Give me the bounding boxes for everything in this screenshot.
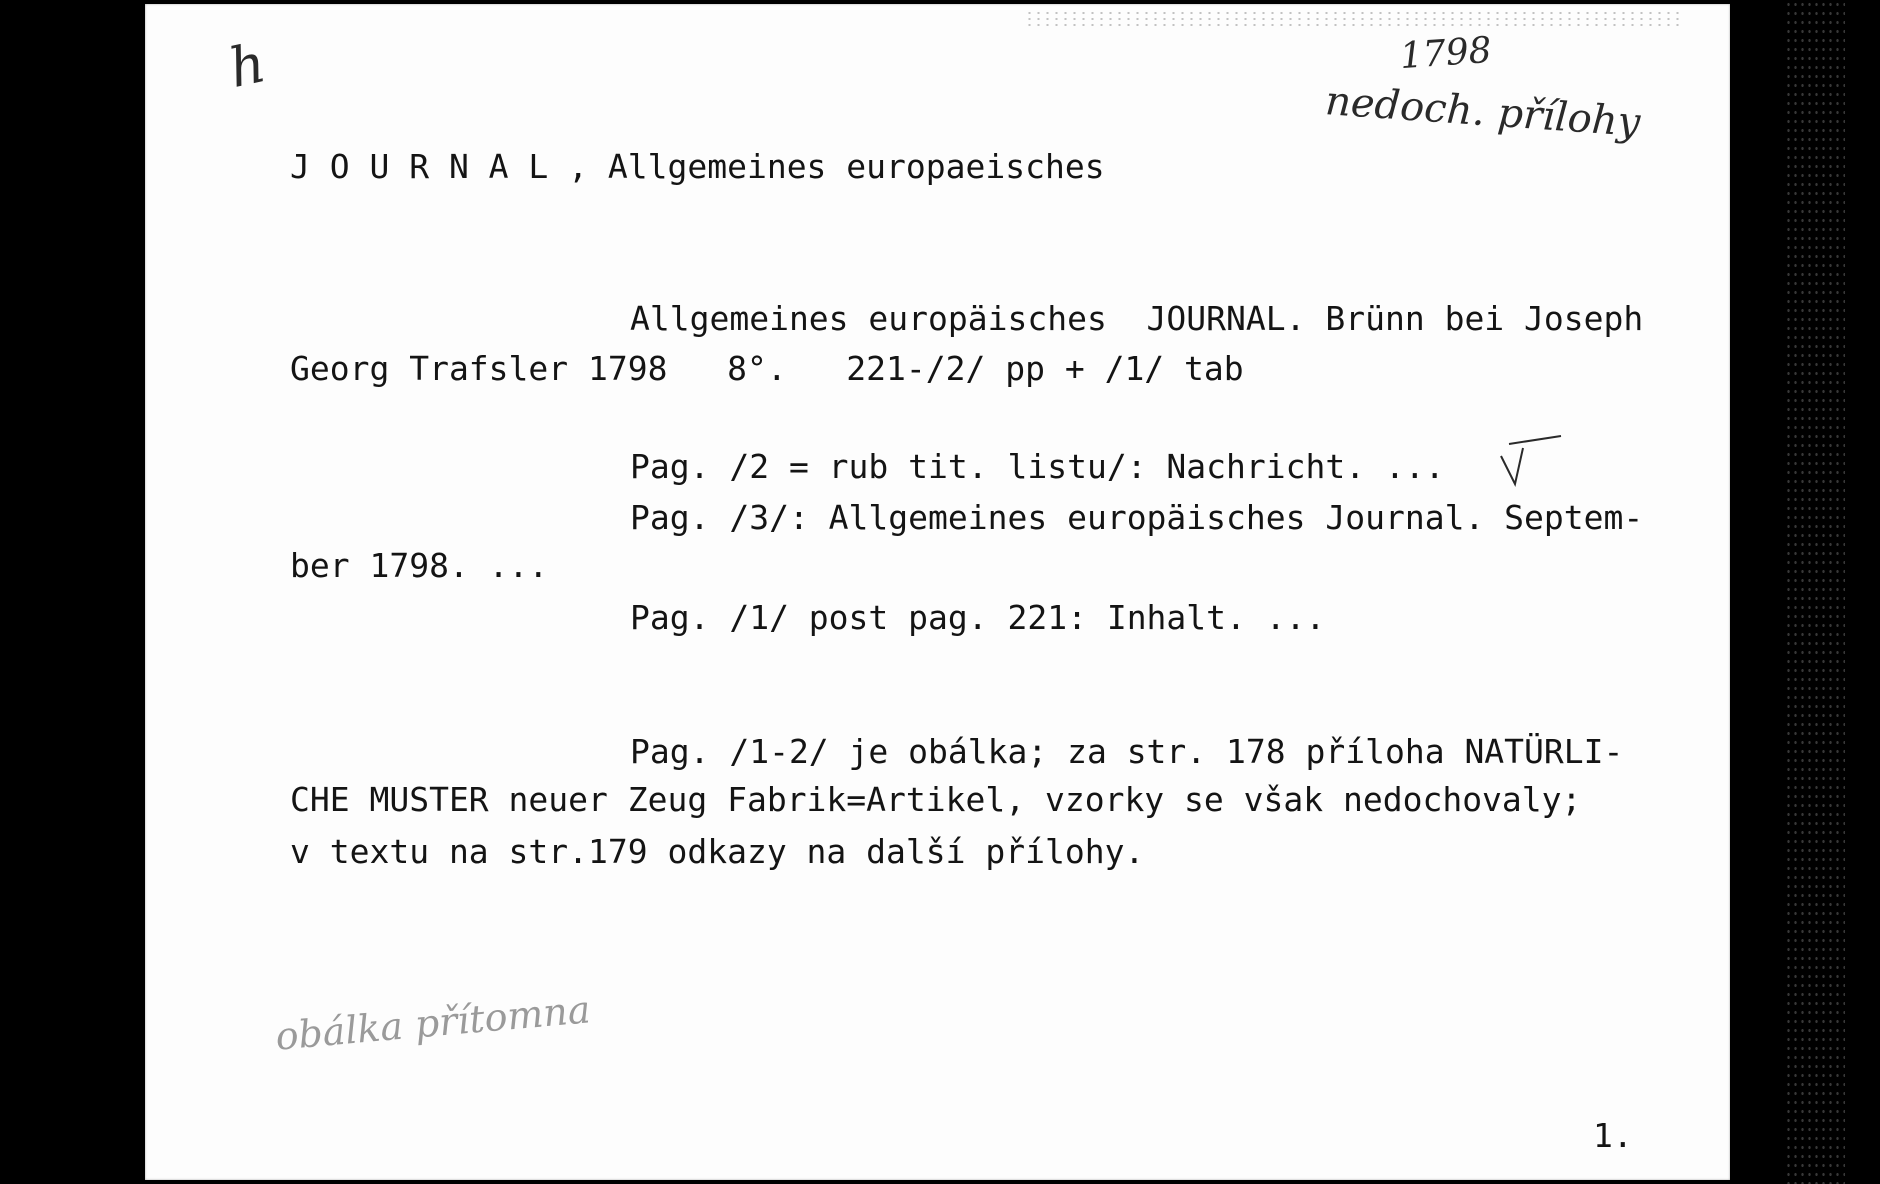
- handwritten-bottom-note: obálka přítomna: [273, 987, 593, 1059]
- note-line-3: v textu na str.179 odkazy na další přílohy.: [290, 832, 1145, 871]
- note-line-1: Pag. /1-2/ je obálka; za str. 178 příloha NATÜRLI-: [630, 732, 1624, 771]
- handwritten-check-mark: [1495, 434, 1565, 494]
- card-heading: J O U R N A L , Allgemeines europaeisches: [290, 147, 1105, 186]
- scan-edge-noise: [1785, 0, 1845, 1184]
- catalog-card: [145, 4, 1730, 1180]
- card-number: 1.: [1593, 1116, 1633, 1155]
- pagination-line-4: Pag. /1/ post pag. 221: Inhalt. ...: [630, 598, 1326, 637]
- entry-line-2: Georg Trafsler 1798 8°. 221-/2/ pp + /1/ tab: [290, 349, 1244, 388]
- handwritten-supplement-note: nedoch. přílohy: [1323, 78, 1642, 146]
- pagination-line-2: Pag. /3/: Allgemeines europäisches Journal. Septem-: [630, 498, 1644, 537]
- pagination-line-3: ber 1798. ...: [290, 546, 549, 585]
- entry-line-1: Allgemeines europäisches JOURNAL. Brünn bei Joseph: [630, 299, 1644, 338]
- handwritten-corner-mark: h: [223, 31, 271, 100]
- scan-noise: [1025, 10, 1685, 30]
- handwritten-year-note: 1798: [1398, 29, 1493, 78]
- note-line-2: CHE MUSTER neuer Zeug Fabrik=Artikel, vzorky se však nedochovaly;: [290, 780, 1582, 819]
- pagination-line-1: Pag. /2 = rub tit. listu/: Nachricht. ...: [630, 447, 1445, 486]
